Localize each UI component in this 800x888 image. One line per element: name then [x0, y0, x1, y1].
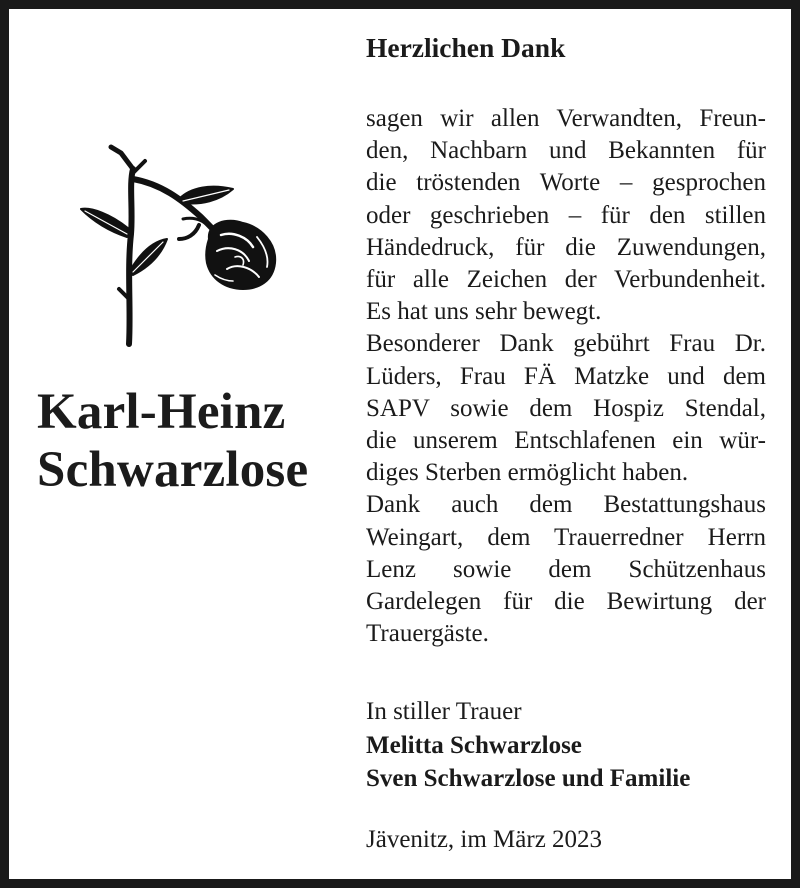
place-date: Jävenitz, im März 2023 — [366, 826, 603, 853]
heading: Herzlichen Dank — [366, 32, 566, 63]
text-line: Dank auch dem Bestattungshaus — [366, 491, 766, 519]
text-line: oder geschrieben – für den stillen — [366, 201, 766, 229]
deceased-first-name: Karl-Heinz — [37, 384, 286, 440]
signature-name: Sven Schwarzlose und Familie — [366, 765, 691, 792]
thanks-text — [366, 103, 766, 650]
text-line: sagen wir allen Verwandten, Freun- — [366, 105, 766, 132]
text-line: Weingart, dem Trauerredner Herrn — [366, 523, 766, 551]
rose-icon — [71, 139, 281, 354]
text-line: Lenz sowie dem Schützenhaus — [366, 555, 766, 583]
text-line: diges Sterben ermöglicht haben. — [366, 459, 689, 487]
deceased-last-name: Schwarzlose — [37, 442, 309, 498]
text-line: die unserem Entschlafenen ein wür- — [366, 427, 766, 455]
text-line: SAPV sowie dem Hospiz Stendal, — [366, 394, 766, 422]
text-line: für alle Zeichen der Verbundenheit. — [366, 266, 766, 294]
text-line: Trauergäste. — [366, 620, 489, 648]
obituary-card — [9, 9, 791, 879]
text-line: Händedruck, für die Zuwendungen, — [366, 233, 766, 261]
signature-name: Melitta Schwarzlose — [366, 732, 582, 759]
text-line: Besonderer Dank gebührt Frau Dr. — [366, 330, 766, 358]
signature-intro: In stiller Trauer — [366, 698, 522, 725]
deceased-name — [37, 383, 347, 499]
text-line: Lüders, Frau FÄ Matzke und dem — [366, 362, 766, 390]
text-line: die tröstenden Worte – gesprochen — [366, 169, 766, 197]
text-line: den, Nachbarn und Bekannten für — [366, 137, 766, 165]
text-line: Es hat uns sehr bewegt. — [366, 298, 602, 326]
text-line: Gardelegen für die Bewirtung der — [366, 588, 766, 616]
